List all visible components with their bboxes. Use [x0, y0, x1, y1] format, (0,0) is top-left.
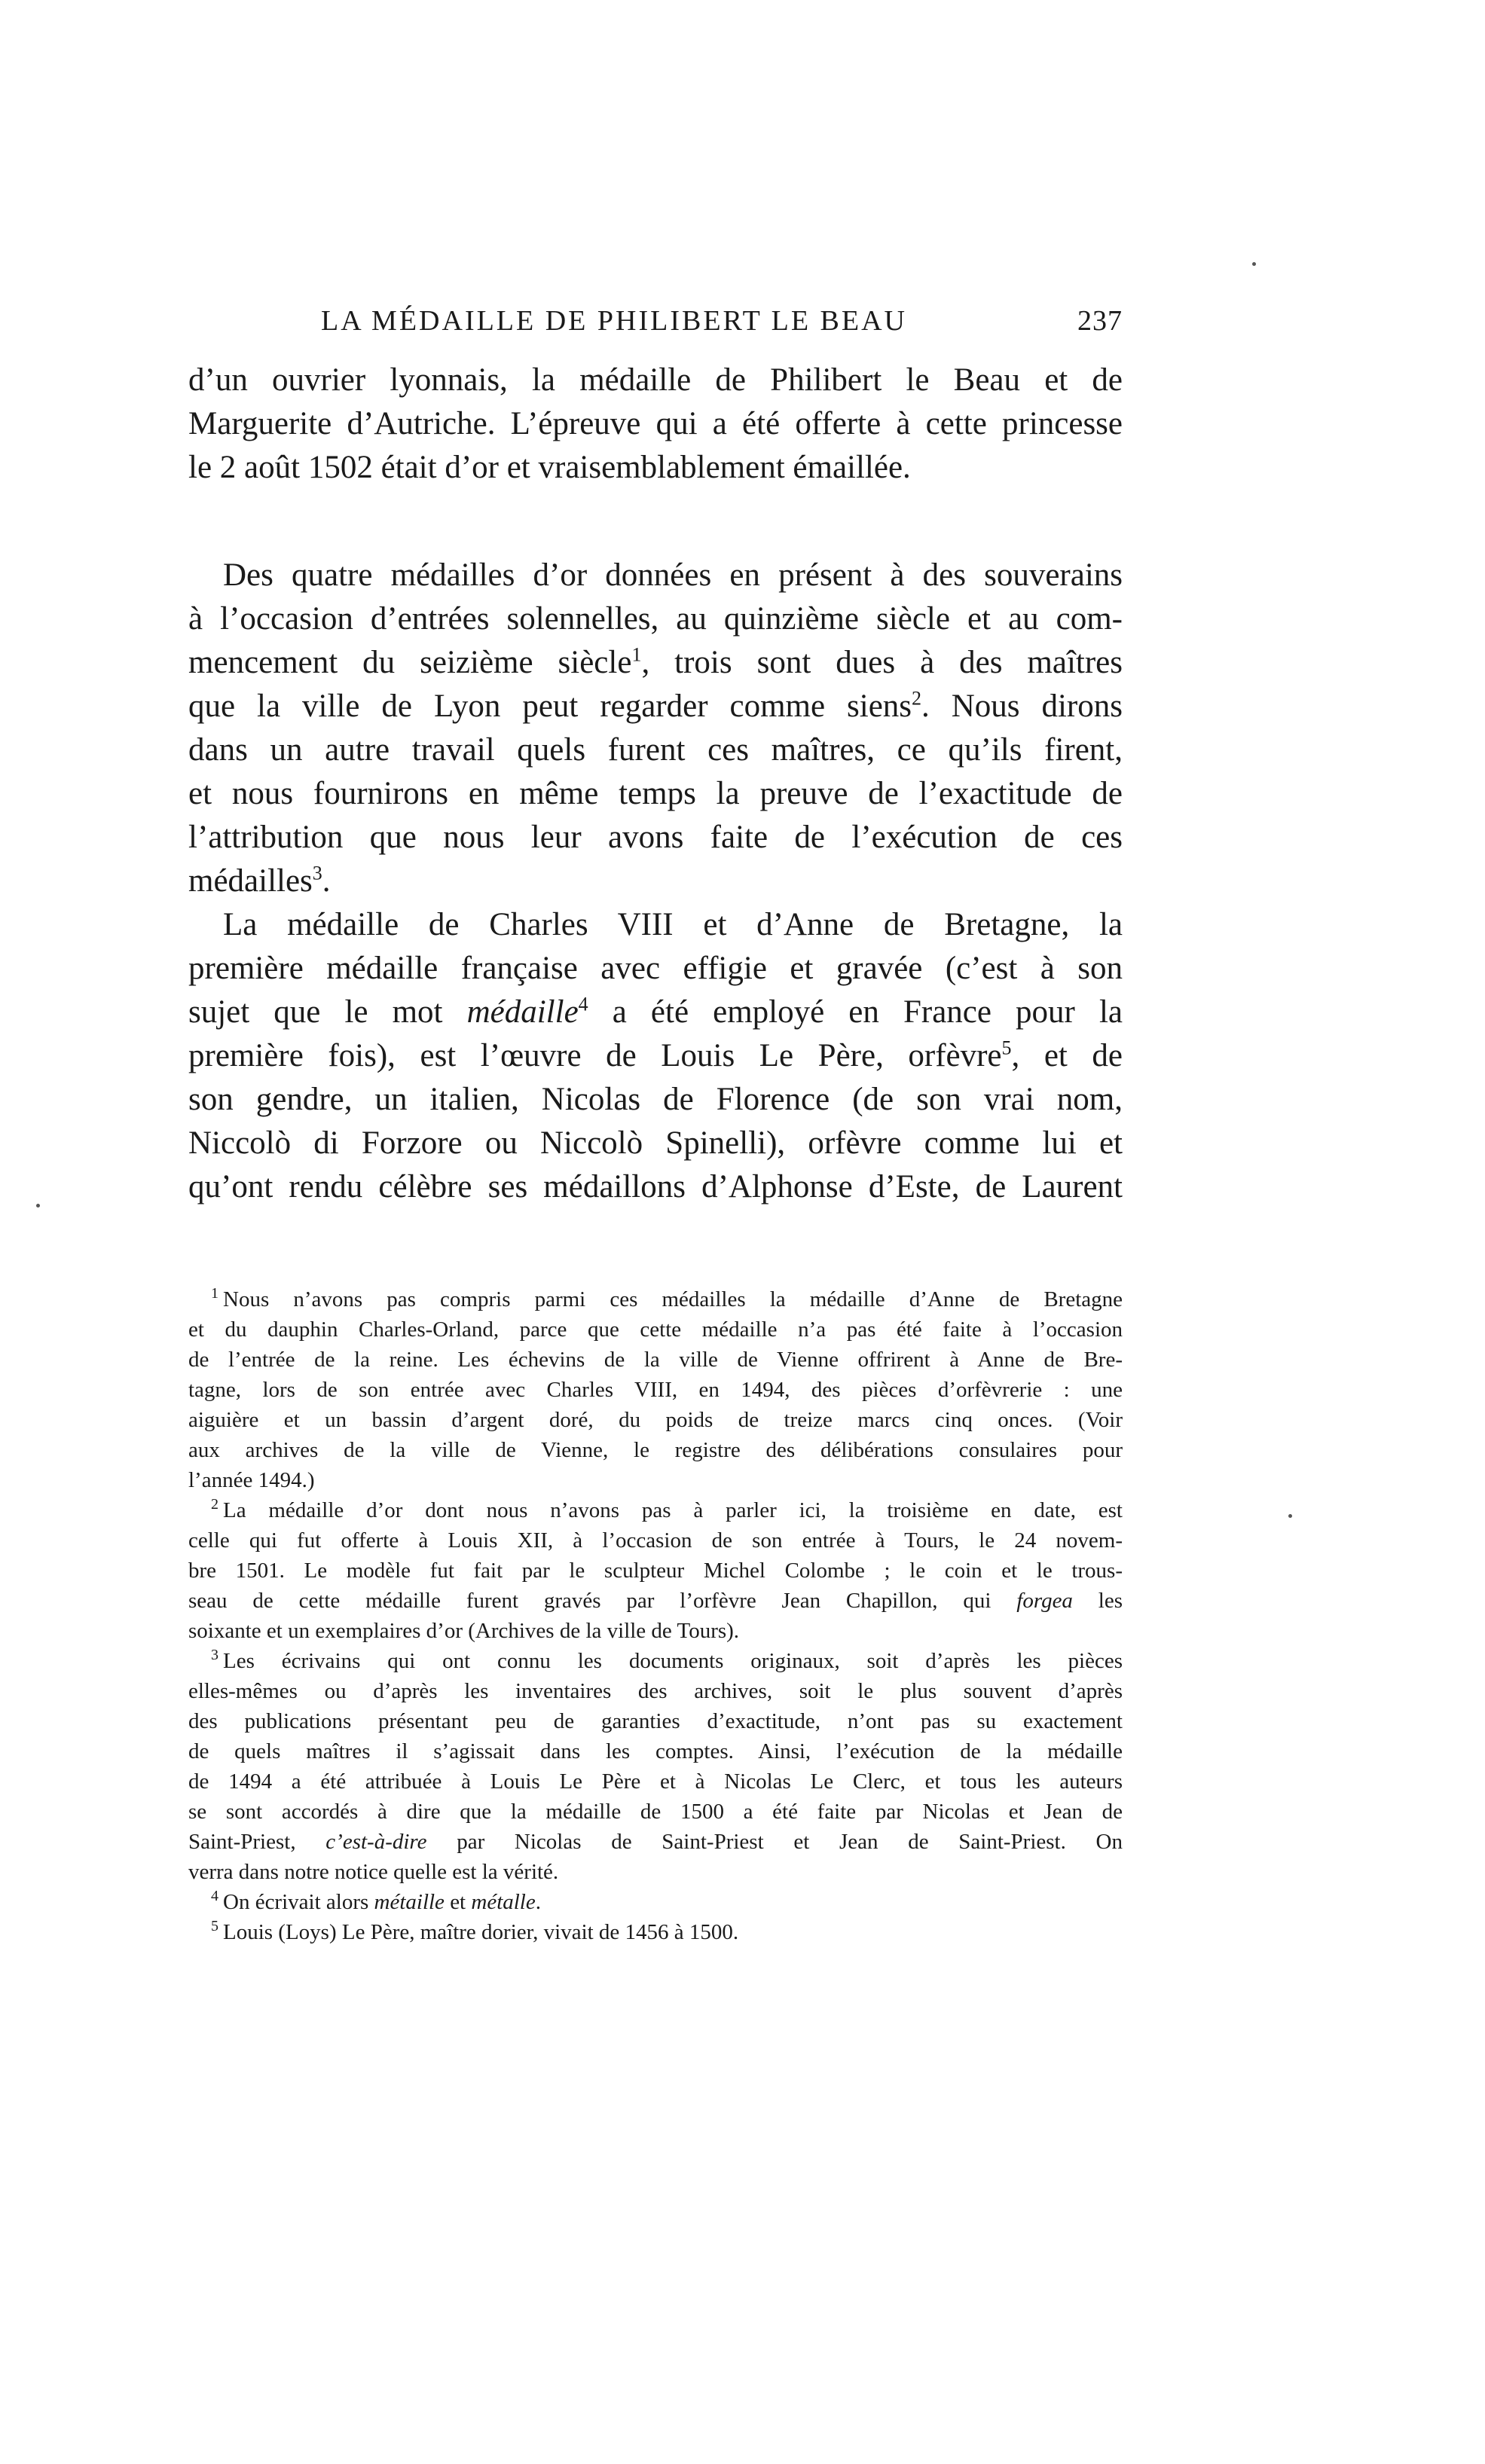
- text-run: seau de cette médaille furent gravés par l’orfèvre Jean Chapillon, qui: [188, 1589, 1017, 1613]
- footnote-ref: 1: [631, 643, 642, 666]
- text-run: mencement du seizième siècle: [188, 645, 632, 680]
- italic-word: c’est-à-dire: [325, 1830, 427, 1854]
- text-run: Saint-Priest,: [188, 1830, 326, 1854]
- footnote-ref: 5: [1001, 1037, 1012, 1059]
- footnote-line: aux archives de la ville de Vienne, le registre des délibérations consulaires pour: [188, 1438, 1123, 1462]
- italic-word: forgea: [1016, 1589, 1073, 1613]
- text-run: .: [322, 863, 331, 899]
- text-run: , et de: [1011, 1038, 1123, 1073]
- text-run: les: [1072, 1589, 1123, 1613]
- footnote-line: [188, 1284, 1123, 1314]
- text-line: première médaille française avec effigie et gravée (c’est à son: [188, 951, 1123, 986]
- footnote-line: se sont accordés à dire que la médaille de 1500 a été faite par Nicolas et Jean de: [188, 1800, 1123, 1824]
- footnote-4: [188, 1887, 1123, 1917]
- text-line: [188, 1034, 1123, 1078]
- footnote-line: soixante et un exemplaires d’or (Archives de la ville de Tours).: [188, 1619, 740, 1643]
- paragraph-continuation: [188, 359, 1123, 490]
- footnote-line: [188, 1586, 1123, 1616]
- text-run: . Nous dirons: [921, 689, 1123, 724]
- text-line: [188, 991, 1123, 1034]
- footnote-line: des publications présentant peu de garanties d’exactitude, n’ont pas su exactement: [188, 1709, 1123, 1733]
- text-line: Marguerite d’Autriche. L’épreuve qui a été offerte à cette princesse: [188, 406, 1123, 441]
- footnote-5: [188, 1917, 1123, 1947]
- footnote-line: l’année 1494.): [188, 1468, 315, 1492]
- text-line: [188, 685, 1123, 728]
- footnote-number: 3: [211, 1647, 218, 1664]
- text-run: , trois sont dues à des maîtres: [641, 645, 1123, 680]
- footnote-line: tagne, lors de son entrée avec Charles VIII, en 1494, des pièces d’orfèvrerie : une: [188, 1378, 1123, 1402]
- italic-word: médaille: [466, 994, 579, 1030]
- footnote-line: verra dans notre notice quelle est la vérité.: [188, 1860, 559, 1884]
- text-run: par Nicolas de Saint-Priest et Jean de Saint-Priest. On: [426, 1830, 1123, 1854]
- footnote-line: bre 1501. Le modèle fut fait par le sculpteur Michel Colombe ; le coin et le trous-: [188, 1559, 1123, 1583]
- text-run: première fois), est l’œuvre de Louis Le Père, orfèvre: [188, 1038, 1002, 1073]
- text-line: à l’occasion d’entrées solennelles, au quinzième siècle et au com-: [188, 601, 1123, 637]
- main-text: [188, 554, 1123, 1209]
- footnotes: [188, 1284, 1123, 1947]
- footnote-number: 1: [211, 1285, 218, 1302]
- footnote-line: de l’entrée de la reine. Les échevins de la ville de Vienne offrirent à Anne de Bre-: [188, 1348, 1123, 1372]
- footnote-line: et du dauphin Charles-Orland, parce que cette médaille n’a pas été faite à l’occasion: [188, 1317, 1123, 1342]
- footnote-line: celle qui fut offerte à Louis XII, à l’occasion de son entrée à Tours, le 24 novem-: [188, 1528, 1123, 1553]
- footnote-ref: 3: [312, 862, 322, 884]
- footnote-2: [188, 1495, 1123, 1646]
- footnote-line: [188, 1646, 1123, 1676]
- footnote-ref: 2: [912, 687, 922, 710]
- text-line: le 2 août 1502 était d’or et vraisemblablement émaillée.: [188, 450, 911, 485]
- footnote-line: elles-mêmes ou d’après les inventaires des archives, soit le plus souvent d’après: [188, 1679, 1123, 1703]
- text-run: Louis (Loys) Le Père, maître dorier, vivait de 1456 à 1500.: [223, 1920, 739, 1944]
- text-run: .: [535, 1890, 541, 1914]
- running-header: [188, 304, 1123, 343]
- text-line: [188, 641, 1123, 685]
- footnote-1: [188, 1284, 1123, 1495]
- print-speck: [1252, 262, 1256, 266]
- footnote-3: [188, 1646, 1123, 1887]
- page-number: 237: [1077, 305, 1123, 337]
- text-run: et: [444, 1890, 472, 1914]
- text-line: [188, 859, 1123, 903]
- text-line: La médaille de Charles VIII et d’Anne de Bretagne, la: [223, 907, 1123, 942]
- footnote-number: 5: [211, 1918, 218, 1935]
- text-run: médailles: [188, 863, 313, 899]
- italic-word: métaille: [374, 1890, 445, 1914]
- footnote-line: [188, 1887, 1123, 1917]
- footnote-line: de 1494 a été attribuée à Louis Le Père et à Nicolas Le Clerc, et tous les auteurs: [188, 1769, 1123, 1794]
- text-run: Les écrivains qui ont connu les documents originaux, soit d’après les pièces: [223, 1649, 1123, 1673]
- text-run: Nous n’avons pas compris parmi ces médailles la médaille d’Anne de Bretagne: [223, 1287, 1123, 1311]
- footnote-line: aiguière et un bassin d’argent doré, du poids de treize marcs cinq onces. (Voir: [188, 1408, 1123, 1432]
- text-line: qu’ont rendu célèbre ses médaillons d’Alphonse d’Este, de Laurent: [188, 1169, 1123, 1205]
- footnote-line: de quels maîtres il s’agissait dans les comptes. Ainsi, l’exécution de la médaille: [188, 1739, 1123, 1763]
- print-speck: [1288, 1514, 1292, 1518]
- footnote-line: [188, 1827, 1123, 1857]
- footnote-line: [188, 1495, 1123, 1525]
- footnote-ref: 4: [578, 993, 588, 1015]
- text-run: sujet que le mot: [188, 994, 467, 1030]
- text-run: La médaille d’or dont nous n’avons pas à parler ici, la troisième en date, est: [223, 1498, 1123, 1522]
- text-line: dans un autre travail quels furent ces maîtres, ce qu’ils firent,: [188, 732, 1123, 768]
- text-line: son gendre, un italien, Nicolas de Florence (de son vrai nom,: [188, 1082, 1123, 1117]
- italic-word: métalle: [471, 1890, 536, 1914]
- footnote-number: 4: [211, 1888, 218, 1905]
- print-speck: [36, 1204, 40, 1208]
- running-title: LA MÉDAILLE DE PHILIBERT LE BEAU: [321, 305, 907, 337]
- text-run: que la ville de Lyon peut regarder comme siens: [188, 689, 912, 724]
- text-run: On écrivait alors: [223, 1890, 374, 1914]
- text-run: a été employé en France pour la: [588, 994, 1123, 1030]
- footnote-line: [188, 1917, 1123, 1947]
- text-line: Niccolò di Forzore ou Niccolò Spinelli), orfèvre comme lui et: [188, 1125, 1123, 1161]
- footnote-number: 2: [211, 1496, 218, 1513]
- text-line: d’un ouvrier lyonnais, la médaille de Philibert le Beau et de: [188, 362, 1123, 398]
- text-line: Des quatre médailles d’or données en présent à des souverains: [223, 557, 1123, 593]
- text-line: et nous fournirons en même temps la preuve de l’exactitude de: [188, 776, 1123, 811]
- text-line: l’attribution que nous leur avons faite de l’exécution de ces: [188, 820, 1123, 855]
